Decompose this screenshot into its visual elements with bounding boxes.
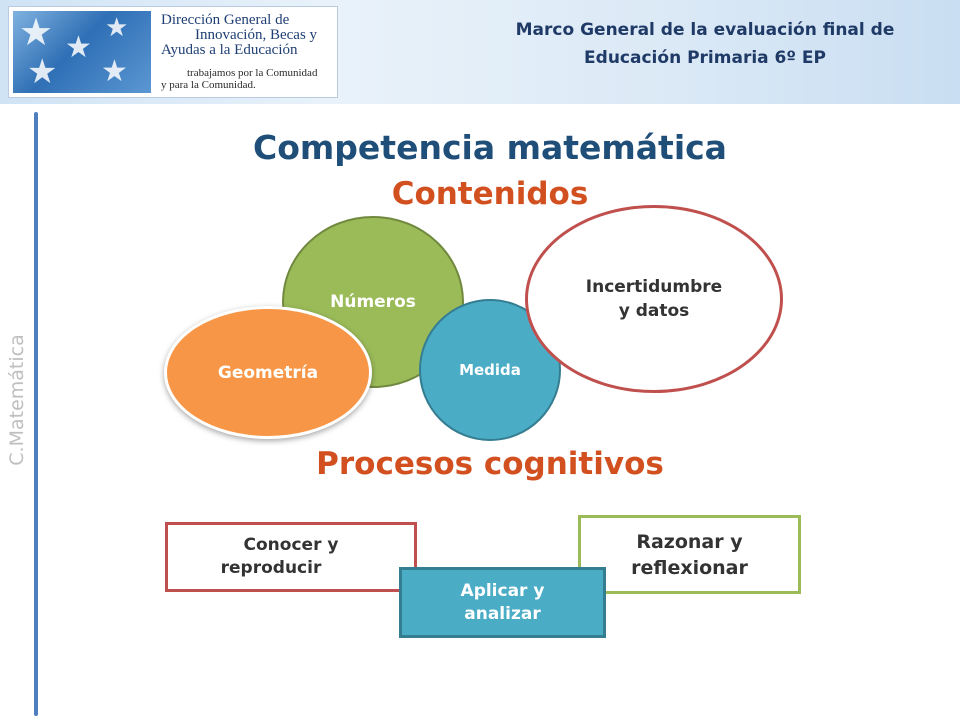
header-banner xyxy=(0,0,960,104)
star-logo-icon: ★ ★ ★ ★ ★ xyxy=(13,11,151,93)
geometria-fill xyxy=(167,309,369,436)
logo-tagline-1: trabajamos por la Comunidad xyxy=(187,67,318,79)
processes-heading: Procesos cognitivos xyxy=(316,446,664,482)
contents-heading: Contenidos xyxy=(391,176,589,212)
logo-tagline xyxy=(161,67,337,91)
logo-line-2: Innovación, Becas y xyxy=(195,27,318,43)
incertidumbre-label-2: y datos xyxy=(618,301,690,321)
medida-label: Medida xyxy=(459,361,521,379)
geometria-label: Geometría xyxy=(217,362,319,383)
aplicar-box xyxy=(399,567,606,638)
logo-tagline-2: y para la Comunidad. xyxy=(161,79,256,91)
conocer-label-2: reproducir xyxy=(220,558,322,578)
conocer-label-1: Conocer y xyxy=(243,535,339,555)
numeros-label: Números xyxy=(330,292,416,312)
incertidumbre-label-1: Incertidumbre xyxy=(585,277,723,297)
header-title-line-1: Marco General de la evaluación final de xyxy=(515,20,895,40)
logo-line-3: Ayudas a la Educación xyxy=(161,42,298,58)
conocer-box xyxy=(165,522,417,592)
institution-logo xyxy=(8,6,338,98)
sidebar-label: C.Matemática xyxy=(6,334,28,466)
logo-text xyxy=(161,13,333,58)
razonar-label-2: reflexionar xyxy=(631,556,748,579)
sidebar-divider xyxy=(34,112,38,716)
geometria-circle xyxy=(163,305,373,440)
aplicar-label-2: analizar xyxy=(464,603,541,624)
incertidumbre-circle xyxy=(525,205,783,393)
logo-line-1: Dirección General de xyxy=(161,12,290,28)
razonar-box xyxy=(578,515,801,594)
header-title-line-2: Educación Primaria 6º EP xyxy=(584,48,826,68)
page-title: Competencia matemática xyxy=(253,128,727,167)
aplicar-label-1: Aplicar y xyxy=(460,580,545,601)
header-title xyxy=(470,16,940,72)
razonar-label-1: Razonar y xyxy=(636,530,743,553)
